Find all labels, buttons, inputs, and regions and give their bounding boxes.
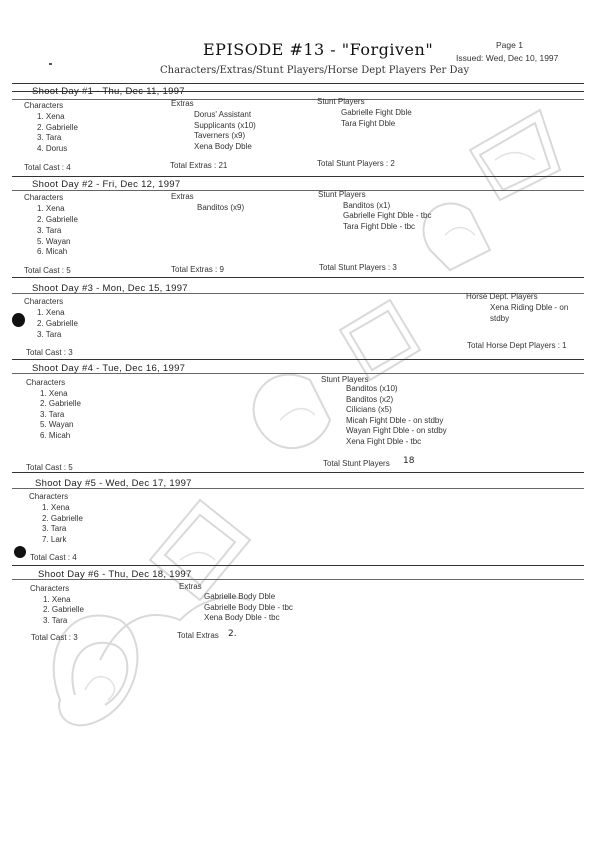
handwritten-total: 18	[403, 456, 415, 466]
day-rule	[12, 565, 584, 566]
character-item: 3. Tara	[42, 524, 67, 533]
characters-label: Characters	[24, 297, 64, 306]
total-stunt-players: Total Stunt Players : 3	[319, 263, 397, 272]
total-extras: Total Extras	[177, 631, 219, 640]
day-heading: Shoot Day #2 - Fri, Dec 12, 1997	[32, 179, 181, 190]
character-item: 3. Tara	[37, 133, 62, 142]
day-subrule	[12, 488, 584, 489]
stunt-players-label: Stunt Players	[317, 97, 365, 106]
total-extras: Total Extras : 21	[170, 161, 228, 170]
day-subrule	[12, 579, 584, 580]
character-item: 6. Micah	[37, 247, 68, 256]
page-title: EPISODE #13 - "Forgiven"	[203, 40, 434, 59]
total-cast: Total Cast : 3	[31, 633, 78, 642]
stunt-item: Xena Fight Dble - tbc	[346, 437, 422, 446]
extra-item: Dorus' Assistant	[194, 110, 252, 119]
stunt-players-label: Stunt Players	[318, 190, 366, 199]
horse-dept-label: Horse Dept. Players	[466, 292, 538, 301]
day-subrule	[12, 99, 584, 100]
character-item: 5. Wayan	[37, 237, 71, 246]
page-subtitle: Characters/Extras/Stunt Players/Horse Dept Players Per Day	[160, 65, 470, 76]
day-subrule	[12, 373, 584, 374]
total-cast: Total Cast : 3	[26, 348, 73, 357]
stunt-item: Gabrielle Fight Dble - tbc	[343, 211, 432, 220]
character-item: 3. Tara	[37, 330, 62, 339]
day-heading: Shoot Day #4 - Tue, Dec 16, 1997	[32, 363, 186, 374]
day-heading: Shoot Day #3 - Mon, Dec 15, 1997	[32, 283, 188, 294]
extra-item: Gabrielle Body Dble	[204, 592, 276, 601]
day-rule	[12, 359, 584, 360]
punch-hole	[12, 313, 25, 327]
stunt-item: Banditos (x2)	[346, 395, 394, 404]
characters-label: Characters	[30, 584, 70, 593]
character-item: 2. Gabrielle	[40, 399, 81, 408]
extra-item: Taverners (x9)	[194, 131, 246, 140]
issued-date: Issued: Wed, Dec 10, 1997	[456, 53, 559, 63]
extras-label: Extras	[171, 192, 194, 201]
stunt-item: Micah Fight Dble - on stdby	[346, 416, 444, 425]
day-heading: Shoot Day #5 - Wed, Dec 17, 1997	[35, 478, 192, 489]
extras-label: Extras	[171, 99, 194, 108]
character-item: 5. Wayan	[40, 420, 74, 429]
stunt-item: Wayan Fight Dble - on stdby	[346, 426, 447, 435]
stray-mark	[49, 63, 52, 65]
horse-item: Xena Riding Dble - on	[490, 303, 569, 312]
extra-item: Gabrielle Body Dble - tbc	[204, 603, 293, 612]
page-number: Page 1	[496, 40, 523, 50]
extra-item: Banditos (x9)	[197, 203, 245, 212]
character-item: 1. Xena	[40, 389, 68, 398]
stunt-item: Gabrielle Fight Dble	[341, 108, 412, 117]
day-rule	[12, 472, 584, 473]
stunt-item: Banditos (x1)	[343, 201, 391, 210]
total-extras: Total Extras : 9	[171, 265, 224, 274]
day-heading: Shoot Day #6 - Thu, Dec 18, 1997	[38, 569, 192, 580]
extra-item: Supplicants (x10)	[194, 121, 256, 130]
characters-label: Characters	[26, 378, 66, 387]
stunt-item: Tara Fight Dble - tbc	[343, 222, 416, 231]
character-item: 3. Tara	[40, 410, 65, 419]
stunt-item: Tara Fight Dble	[341, 119, 396, 128]
horse-item: stdby	[490, 314, 510, 323]
character-item: 1. Xena	[42, 503, 70, 512]
character-item: 2. Gabrielle	[37, 123, 78, 132]
total-stunt-players: Total Stunt Players	[323, 459, 390, 468]
extras-label: Extras	[179, 582, 202, 591]
character-item: 1. Xena	[37, 204, 65, 213]
day-subrule	[12, 190, 584, 191]
header-rule	[12, 83, 584, 84]
characters-label: Characters	[24, 101, 64, 110]
stunt-players-label: Stunt Players	[321, 375, 369, 384]
stunt-item: Cilicians (x5)	[346, 405, 392, 414]
character-item: 1. Xena	[43, 595, 71, 604]
character-item: 7. Lark	[42, 535, 67, 544]
character-item: 3. Tara	[37, 226, 62, 235]
character-item: 3. Tara	[43, 616, 68, 625]
stunt-item: Banditos (x10)	[346, 384, 398, 393]
total-cast: Total Cast : 4	[30, 553, 77, 562]
total-stunt-players: Total Stunt Players : 2	[317, 159, 395, 168]
total-horse-dept-players: Total Horse Dept Players : 1	[467, 341, 567, 350]
character-item: 2. Gabrielle	[37, 215, 78, 224]
character-item: 6. Micah	[40, 431, 71, 440]
total-cast: Total Cast : 5	[26, 463, 73, 472]
character-item: 2. Gabrielle	[43, 605, 84, 614]
character-item: 1. Xena	[37, 112, 65, 121]
character-item: 4. Dorus	[37, 144, 68, 153]
day-heading: Shoot Day #1 - Thu, Dec 11, 1997	[32, 86, 185, 97]
characters-label: Characters	[24, 193, 64, 202]
character-item: 2. Gabrielle	[42, 514, 83, 523]
extra-item: Xena Body Dble	[194, 142, 252, 151]
day-rule	[12, 176, 584, 177]
character-item: 1. Xena	[37, 308, 65, 317]
handwritten-total: 2.	[228, 629, 237, 639]
total-cast: Total Cast : 5	[24, 266, 71, 275]
punch-hole	[14, 546, 26, 558]
character-item: 2. Gabrielle	[37, 319, 78, 328]
extra-item: Xena Body Dble - tbc	[204, 613, 280, 622]
day-rule	[12, 277, 584, 278]
characters-label: Characters	[29, 492, 69, 501]
total-cast: Total Cast : 4	[24, 163, 71, 172]
